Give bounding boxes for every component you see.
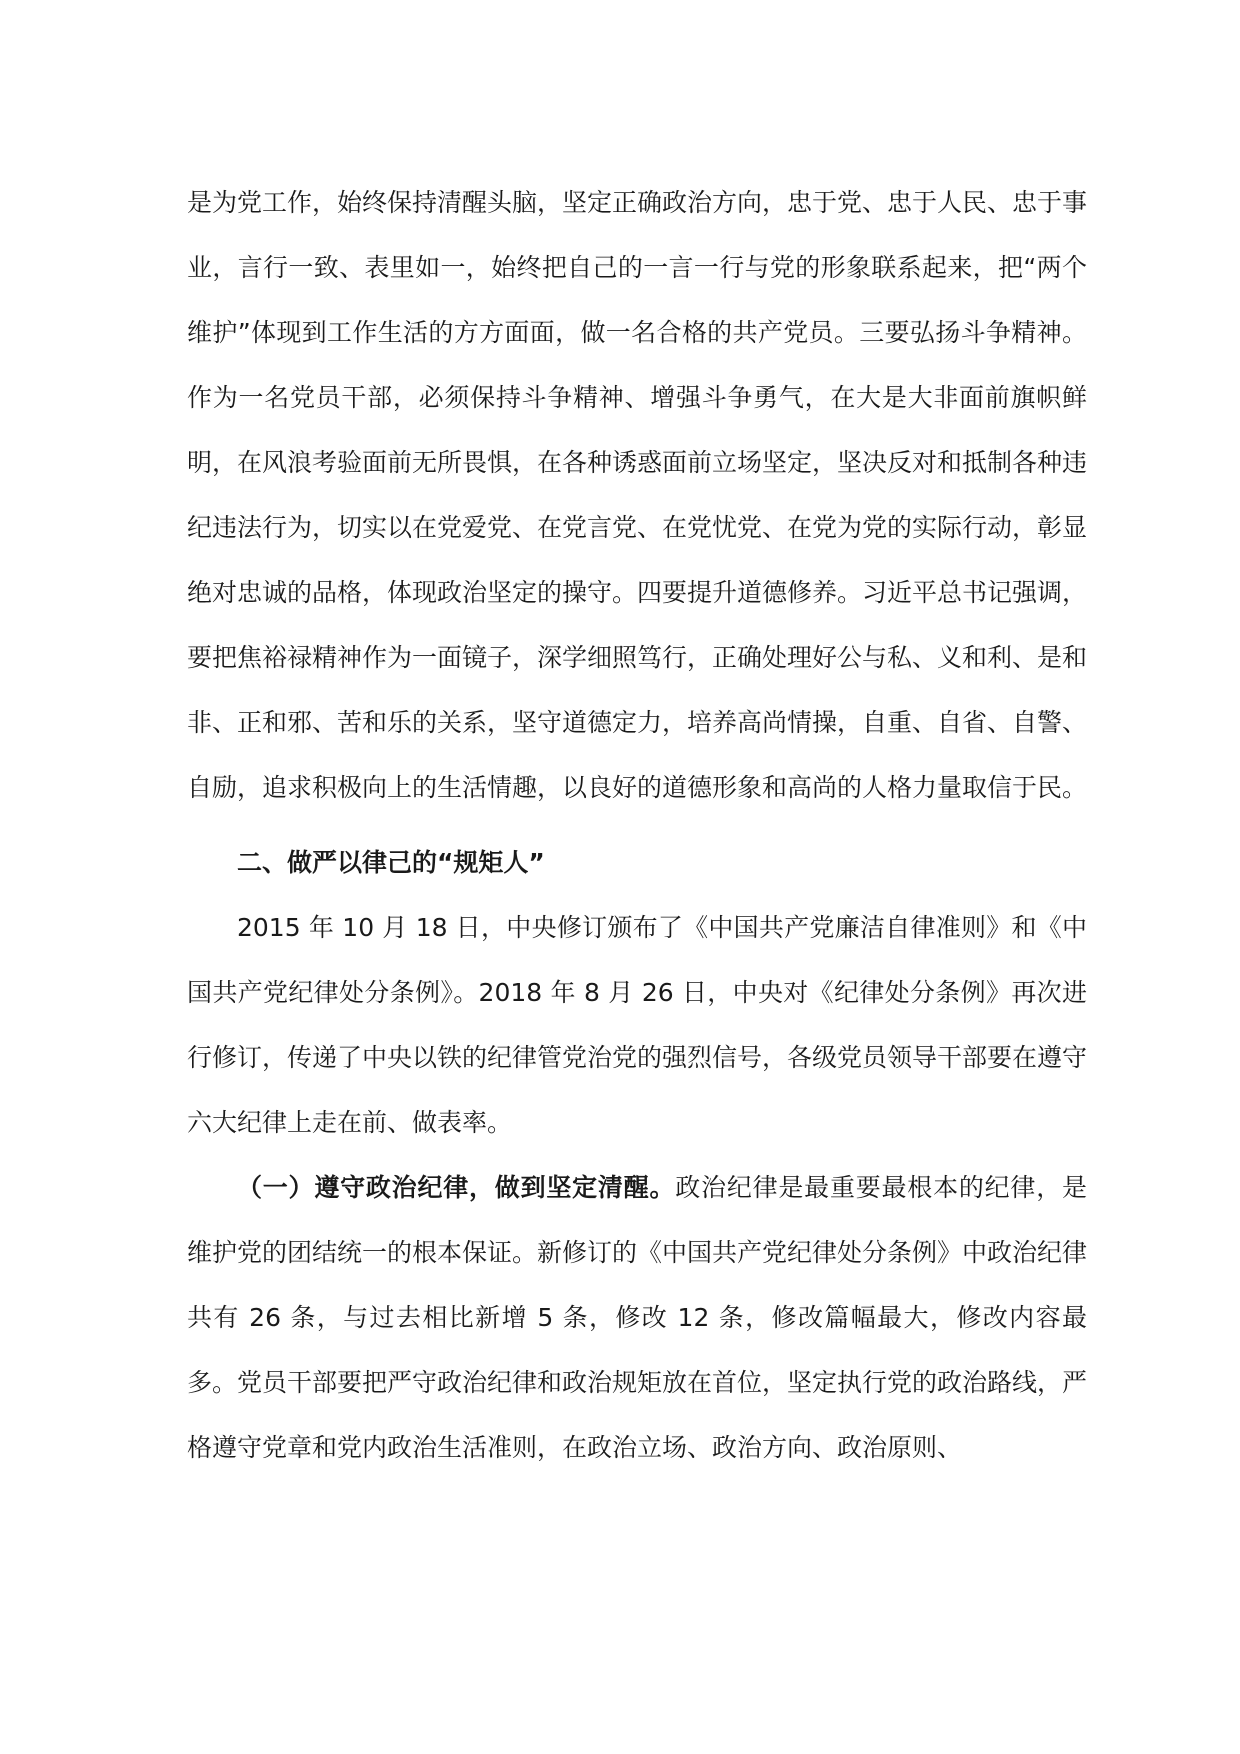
section-heading: 二、做严以律己的“规矩人” [237, 848, 545, 877]
subsection-body: 政治纪律是最重要最根本的纪律，是维护党的团结统一的根本保证。新修订的《中国共产党纪律处分条例》中政治纪律共有 26 条，与过去相比新增 5 条，修改 12 条，修改篇幅最大，修改内容最多。党员干部要把严守政治纪律和政治规矩放在首位，坚定执行党的政治路线，严格遵守党章和党内政治生活准则，在政治立场、政治方向、政治原则、 [187, 1173, 1088, 1462]
paragraph-political-discipline [187, 1155, 1087, 1480]
document-body [187, 170, 1087, 1480]
paragraph-regulations: 2015 年 10 月 18 日，中央修订颁布了《中国共产党廉洁自律准则》和《中国共产党纪律处分条例》。2018 年 8 月 26 日，中央对《纪律处分条例》再次进行修订，传递了中央以铁的纪律管党治党的强烈信号，各级党员领导干部要在遵守六大纪律上走在前、做表率。 [187, 913, 1088, 1137]
subsection-lead: （一）遵守政治纪律，做到坚定清醒。 [237, 1173, 676, 1202]
paragraph-continuation: 是为党工作，始终保持清醒头脑，坚定正确政治方向，忠于党、忠于人民、忠于事业，言行一致、表里如一，始终把自己的一言一行与党的形象联系起来，把“两个维护”体现到工作生活的方方面面，做一名合格的共产党员。三要弘扬斗争精神。作为一名党员干部，必须保持斗争精神、增强斗争勇气，在大是大非面前旗帜鲜明，在风浪考验面前无所畏惧，在各种诱惑面前立场坚定，坚决反对和抵制各种违纪违法行为，切实以在党爱党、在党言党、在党忧党、在党为党的实际行动，彰显绝对忠诚的品格，体现政治坚定的操守。四要提升道德修养。习近平总书记强调，要把焦裕禄精神作为一面镜子，深学细照笃行，正确处理好公与私、义和利、是和非、正和邪、苦和乐的关系，坚守道德定力，培养高尚情操，自重、自省、自警、自励，追求积极向上的生活情趣，以良好的道德形象和高尚的人格力量取信于民。 [187, 188, 1088, 802]
